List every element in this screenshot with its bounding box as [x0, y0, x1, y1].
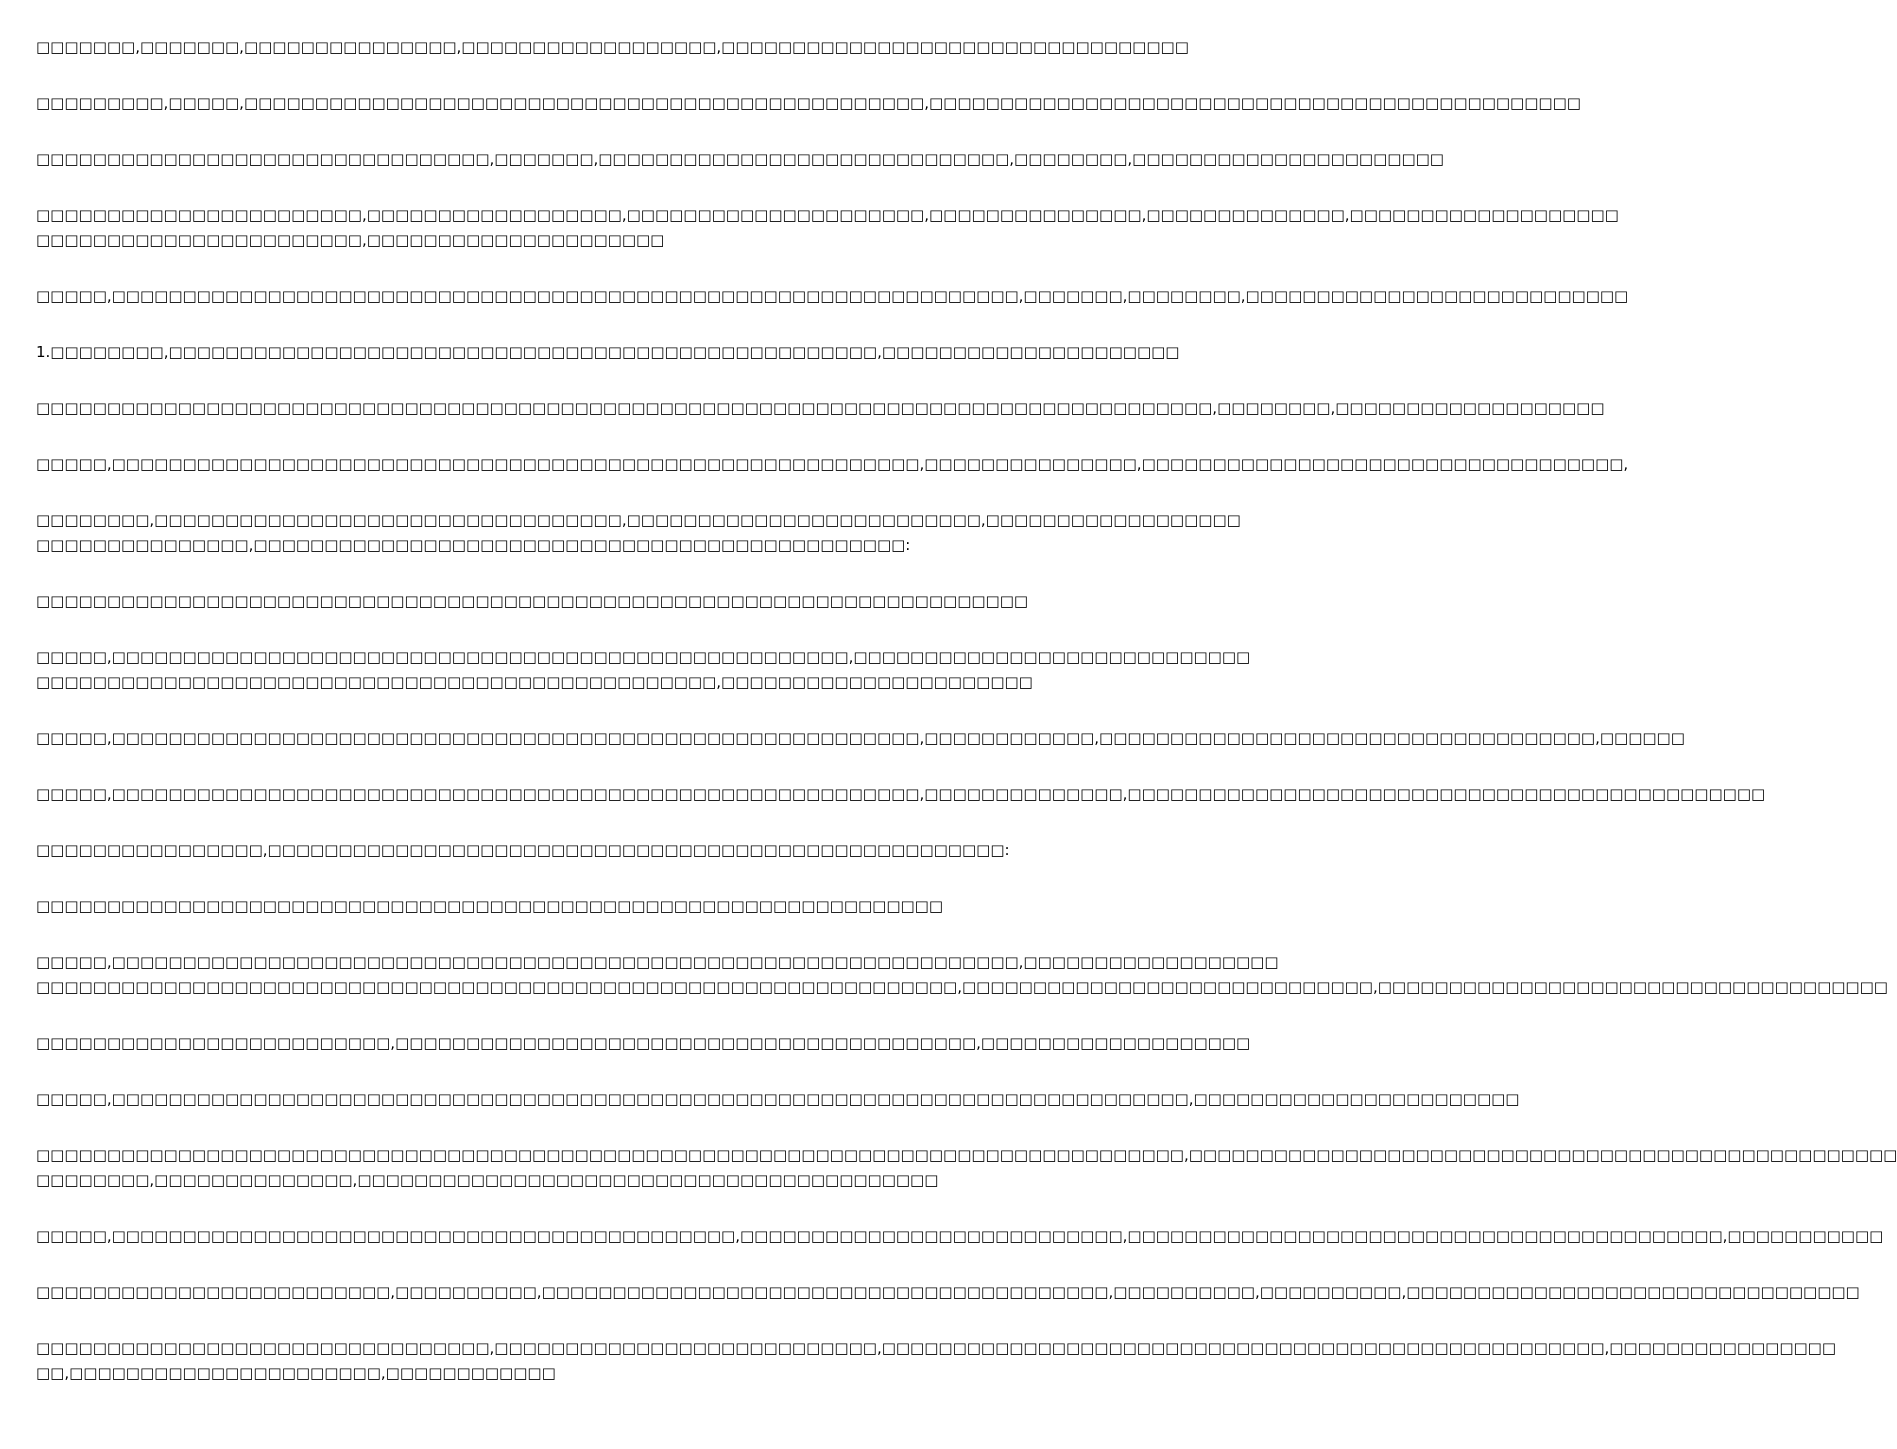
paragraph-line: □□□□□□□□□□□□□□□□□□□□□□□□□□□□□□□□□□□□□□□□□□□□□□□□□□□□□□□□□□□□□□□□□,□□□□□□□□□□□□□□□□□□□□□□□□□□□□□,□□□□□□□□□□□□□□□□□□□□□□□□□□□□□□□□□□□□: [36, 978, 1888, 996]
paragraph: [36, 91, 1581, 116]
paragraph-line: □□□□□□□□□□□□□□□,□□□□□□□□□□□□□□□□□□□□□□□□□□□□□□□□□□□□□□□□□□□□□□:: [36, 536, 911, 554]
paragraph: [36, 508, 1241, 558]
paragraph: [36, 1143, 1897, 1193]
paragraph-line: □□□□□□□□□□□□□□□□□□□□□□□□□□□□□□□□□□□□□□□□□□□□□□□□□□□□□□□□□□□□□□□□□□□□□□□□□□□□□□□□□□□,□□□□□□□□,□□□□□□□□□□□□□□□□□□□: [36, 399, 1605, 417]
paragraph-line: □□□□□,□□□□□□□□□□□□□□□□□□□□□□□□□□□□□□□□□□□□□□□□□□□□□□□□□□□□□□□□□,□□□□□□□□□□□□□□,□□□□□□□□□□□□□□□□□□□□□□□□□□□□□□□□□□□□□□□□□□□□□: [36, 785, 1766, 803]
paragraph: [36, 1087, 1520, 1112]
paragraph-line: □□□□□,□□□□□□□□□□□□□□□□□□□□□□□□□□□□□□□□□□□□□□□□□□□□□□□□□□□□,□□□□□□□□□□□□□□□□□□□□□□□□□□□□: [36, 648, 1251, 666]
paragraph-line: □□□□□,□□□□□□□□□□□□□□□□□□□□□□□□□□□□□□□□□□□□□□□□□□□□□□□□□□□□□□□□□,□□□□□□□□□□□□□□□,□□□□□□□□□□□□□□□□□□□□□□□□□□□□□□□□□□,: [36, 455, 1629, 473]
paragraph: [36, 396, 1605, 421]
paragraph: [36, 782, 1766, 807]
paragraph: [36, 452, 1629, 477]
paragraph-line: □□□□□□□□□□□□□□□□□□□□□□□□□□□□□□□□,□□□□□□□□□□□□□□□□□□□□□□□□□□□,□□□□□□□□□□□□□□□□□□□□□□□□□□□□□□□□□□□□□□□□□□□□□□□□□□□,□□□□□□□□□□□□□□□□: [36, 1339, 1837, 1357]
paragraph-line: □□□□□□□,□□□□□□□,□□□□□□□□□□□□□□□,□□□□□□□□□□□□□□□□□□,□□□□□□□□□□□□□□□□□□□□□□□□□□□□□□□□□: [36, 38, 1189, 56]
paragraph-line: □□□□□,□□□□□□□□□□□□□□□□□□□□□□□□□□□□□□□□□□□□□□□□□□□□□□□□□□□□□□□□□□□□□□□□□□□□□□□□□□□□,□□□□□□□□□□□□□□□□□□□□□□□: [36, 1090, 1520, 1108]
paragraph: [36, 340, 1180, 365]
paragraph-line: □□□□□□□□□□□□□□□□□□□□□□□□□□□□□□□□,□□□□□□□,□□□□□□□□□□□□□□□□□□□□□□□□□□□□□,□□□□□□□□,□□□□□□□□□□□□□□□□□□□□□□: [36, 150, 1444, 168]
paragraph-line: □□□□□□□□□□□□□□□□□□□□□□□□□□□□□□□□□□□□□□□□□□□□□□□□□□□□□□□□□□□□□□□□□□□□□□□□□□□□□□□□□,□□□□□□□□□□□□□□□□□□□□□□□□□□□□□□□□□□□□□□□□□□□□□□□□□□: [36, 1146, 1897, 1164]
paragraph: [36, 1224, 1884, 1249]
paragraph-line: □□□□□,□□□□□□□□□□□□□□□□□□□□□□□□□□□□□□□□□□□□□□□□□□□□□□□□□□□□□□□□□□□□□□□□,□□□□□□□□□□□□□□□□□□: [36, 953, 1279, 971]
paragraph: [36, 1280, 1860, 1305]
paragraph: [36, 284, 1629, 309]
paragraph: [36, 1031, 1251, 1056]
paragraph-line: □□□□□□□□□□□□□□□□□□□□□□□□□□□□□□□□□□□□□□□□□□□□□□□□□□□□□□□□□□□□□□□□: [36, 897, 944, 915]
document-body: [36, 35, 1897, 1417]
paragraph: [36, 950, 1888, 1000]
paragraph-line: 1.□□□□□□□□,□□□□□□□□□□□□□□□□□□□□□□□□□□□□□□□□□□□□□□□□□□□□□□□□□□,□□□□□□□□□□□□□□□□□□□□□: [36, 343, 1180, 361]
paragraph: [36, 894, 990, 919]
paragraph: [36, 645, 1251, 695]
paragraph-line: □□□□□□□□□□□□□□□□□□□□□□□,□□□□□□□□□□□□□□□□□□□□□: [36, 231, 665, 249]
paragraph-line: □□□□□□□□□□□□□□□□,□□□□□□□□□□□□□□□□□□□□□□□□□□□□□□□□□□□□□□□□□□□□□□□□□□□□:: [36, 841, 1010, 859]
paragraph-line: □□□□□□□□□□□□□□□□□□□□□□□□□□□□□□□□□□□□□□□□□□□□□□□□□□□□□□□□□□□□□□□□□□□□□□: [36, 592, 1029, 610]
paragraph: [36, 838, 1010, 863]
paragraph: [36, 35, 1189, 60]
paragraph-line: □□,□□□□□□□□□□□□□□□□□□□□□□,□□□□□□□□□□□□: [36, 1364, 556, 1382]
paragraph: [36, 203, 1619, 253]
paragraph-line: □□□□□,□□□□□□□□□□□□□□□□□□□□□□□□□□□□□□□□□□□□□□□□□□□□,□□□□□□□□□□□□□□□□□□□□□□□□□□□,□□□□□□□□□□□□□□□□□□□□□□□□□□□□□□□□□□□□□□□□□□,□□□□□□□□□□□: [36, 1227, 1884, 1245]
paragraph: [36, 147, 1444, 172]
paragraph-line: □□□□□□□□□□□□□□□□□□□□□□□□□,□□□□□□□□□□,□□□□□□□□□□□□□□□□□□□□□□□□□□□□□□□□□□□□□□□□,□□□□□□□□□□,□□□□□□□□□□,□□□□□□□□□□□□□□□□□□□□□□□□□□□□□□□□: [36, 1283, 1860, 1301]
paragraph-line: □□□□□□□□□□□□□□□□□□□□□□□□□□□□□□□□□□□□□□□□□□□□□□□□,□□□□□□□□□□□□□□□□□□□□□□: [36, 673, 1033, 691]
paragraph-line: □□□□□,□□□□□□□□□□□□□□□□□□□□□□□□□□□□□□□□□□□□□□□□□□□□□□□□□□□□□□□□□□□□□□□□,□□□□□□□,□□□□□□□□,□□□□□□□□□□□□□□□□□□□□□□□□□□□: [36, 287, 1629, 305]
paragraph-line: □□□□□□□□□□□□□□□□□□□□□□□,□□□□□□□□□□□□□□□□□□,□□□□□□□□□□□□□□□□□□□□□,□□□□□□□□□□□□□□□,□□□□□□□□□□□□□□,□□□□□□□□□□□□□□□□□□□: [36, 206, 1619, 224]
paragraph-line: □□□□□□□□,□□□□□□□□□□□□□□□□□□□□□□□□□□□□□□□□□,□□□□□□□□□□□□□□□□□□□□□□□□□,□□□□□□□□□□□□□□□□□□: [36, 511, 1241, 529]
paragraph-line: □□□□□,□□□□□□□□□□□□□□□□□□□□□□□□□□□□□□□□□□□□□□□□□□□□□□□□□□□□□□□□□,□□□□□□□□□□□□,□□□□□□□□□□□□□□□□□□□□□□□□□□□□□□□□□□□,□□□□□□: [36, 729, 1685, 747]
paragraph-line: □□□□□□□□□□□□□□□□□□□□□□□□□,□□□□□□□□□□□□□□□□□□□□□□□□□□□□□□□□□□□□□□□□□,□□□□□□□□□□□□□□□□□□□: [36, 1034, 1251, 1052]
paragraph-line: □□□□□□□□□,□□□□□,□□□□□□□□□□□□□□□□□□□□□□□□□□□□□□□□□□□□□□□□□□□□□□□□,□□□□□□□□□□□□□□□□□□□□□□□□□□□□□□□□□□□□□□□□□□□□□□: [36, 94, 1581, 112]
paragraph: [36, 1336, 1837, 1386]
paragraph: [36, 589, 1029, 614]
paragraph-line: □□□□□□□□,□□□□□□□□□□□□□□,□□□□□□□□□□□□□□□□□□□□□□□□□□□□□□□□□□□□□□□□□: [36, 1171, 939, 1189]
paragraph: [36, 726, 1685, 751]
